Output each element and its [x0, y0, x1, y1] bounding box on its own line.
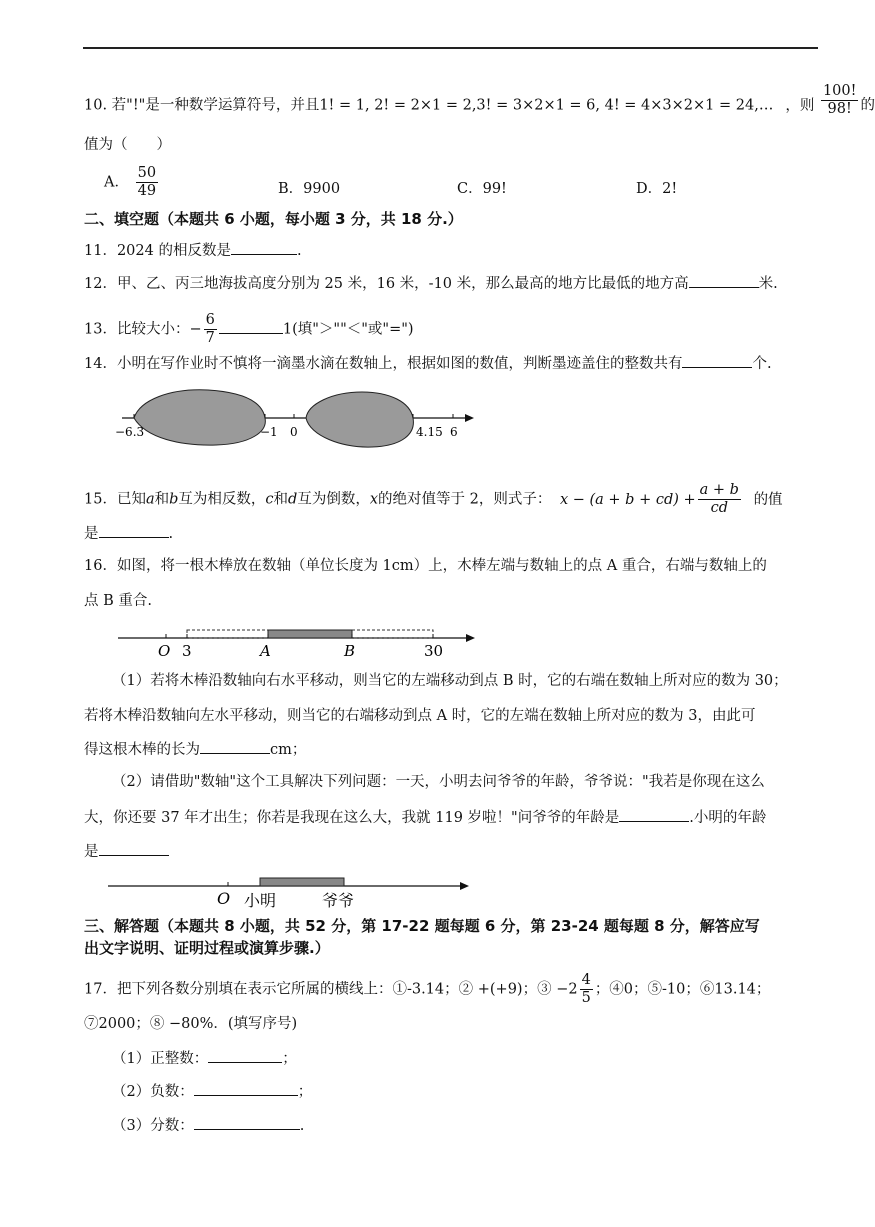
question-text: 的值 — [753, 491, 783, 508]
question-number: 10. — [84, 97, 112, 114]
fraction-6-7 — [204, 312, 217, 347]
question-17-line1 — [84, 972, 770, 1007]
question-text: . — [168, 526, 174, 542]
denominator: 98! — [827, 101, 852, 117]
option-c: C．99! — [457, 181, 507, 197]
point-label: 3 — [182, 642, 192, 660]
tick-label: 0 — [290, 425, 298, 439]
numerator: 100! — [822, 83, 857, 99]
question-text: 17．把下列各数分别填在表示它所属的横线上：①-3.14；② +(+9)；③ −2 — [84, 981, 578, 998]
section-heading-fill-blank: 二、填空题（本题共 6 小题，每小题 3 分，共 18 分.） — [84, 210, 463, 228]
question-text: 12．甲、乙、丙三地海拔高度分别为 25 米，16 米，-10 米，那么最高的地方比最低的地方高 — [84, 276, 689, 292]
question-14 — [84, 353, 772, 374]
section-heading-answer: 三、解答题（本题共 8 小题，共 52 分，第 17-22 题每题 6 分，第 23-24 题每题 8 分，解答应写 — [84, 917, 760, 935]
fraction-ab-cd — [698, 482, 741, 517]
question-16-part1-line3 — [84, 739, 306, 760]
question-text: 是 — [84, 526, 99, 542]
question-15-line2 — [84, 523, 173, 544]
question-text: 14．小明在写作业时不慎将一滴墨水滴在数轴上，根据如图的数值，判断墨迹盖住的整数共有 — [84, 356, 683, 372]
question-13 — [84, 312, 414, 347]
question-text: ，则 — [785, 97, 815, 114]
tick-label: 4.15 — [416, 425, 443, 439]
answer-blank[interactable] — [208, 1048, 282, 1063]
point-label: 爷爷 — [322, 891, 355, 910]
question-16-part2-line2 — [84, 807, 766, 828]
numerator: 6 — [205, 312, 215, 328]
fraction-4-5 — [580, 972, 593, 1007]
fraction-50-49 — [136, 165, 158, 200]
answer-blank[interactable] — [682, 353, 752, 368]
question-text: ； — [282, 1051, 297, 1067]
question-16-line1: 16．如图，将一根木棒放在数轴（单位长度为 1cm）上，木棒左端与数轴上的点 A 重合，右端与数轴上的 — [84, 558, 767, 574]
denominator: 7 — [205, 330, 215, 346]
question-text: （1）正整数： — [112, 1051, 209, 1067]
question-text: 互为倒数， — [297, 491, 370, 508]
point-label: B — [344, 642, 356, 660]
question-16-part1-line2: 若将木棒沿数轴向左水平移动，则当它的右端移动到点 A 时，它的左端在数轴上所对应的数为 3，由此可 — [84, 708, 756, 724]
question-10-line2: 值为（ ） — [84, 137, 171, 153]
question-11 — [84, 240, 302, 261]
point-label: O — [158, 642, 171, 660]
question-text: cm； — [270, 742, 307, 758]
option-d: D．2! — [636, 181, 678, 197]
fraction-100-98 — [821, 83, 859, 118]
question-text: 和 — [154, 491, 170, 508]
question-text: 1(填"＞""＜"或"=") — [282, 321, 414, 338]
option-b: B．9900 — [278, 181, 341, 197]
numerator: a + b — [699, 482, 739, 498]
ink-blot-left — [134, 390, 265, 445]
point-label: A — [260, 642, 271, 660]
question-text: 13．比较大小：− — [84, 321, 202, 338]
question-16-part2-line3 — [84, 841, 169, 862]
point-label: O — [217, 889, 231, 908]
question-text: . — [299, 1118, 305, 1134]
question-text: . — [296, 243, 302, 259]
question-17-part1 — [112, 1048, 297, 1069]
variable-x: x — [369, 491, 379, 508]
question-text: （2）负数： — [112, 1084, 194, 1100]
question-text: 是 — [84, 844, 99, 860]
figure-16-age-line — [104, 870, 474, 910]
figure-14-number-line — [110, 386, 480, 446]
answer-blank[interactable] — [99, 523, 169, 538]
question-12 — [84, 273, 778, 294]
option-label: A． — [104, 174, 129, 191]
question-17-part2 — [112, 1081, 312, 1102]
denominator: 49 — [137, 183, 157, 199]
question-text: .小明的年龄 — [689, 810, 767, 826]
question-text: 米. — [758, 276, 778, 292]
question-text: 大，你还要 37 年才出生；你若是我现在这么大，我就 119 岁啦！"问爷爷的年龄是 — [84, 810, 620, 826]
ink-blot-right — [306, 392, 413, 447]
question-text: 和 — [273, 491, 289, 508]
question-10 — [84, 83, 875, 118]
tick-label: 6 — [450, 425, 458, 439]
answer-blank[interactable] — [231, 240, 297, 255]
section-heading-answer-line2: 出文字说明、证明过程或演算步骤.） — [84, 939, 330, 957]
tick-label: −1 — [260, 425, 278, 439]
question-text: 若"!"是一种数学运算符号，并且1! = 1, 2! = 2×1 = 2,3! = 3×2×1 = 6, 4! = 4×3×2×1 = 24,… — [111, 97, 774, 114]
question-text: 互为相反数， — [178, 491, 266, 508]
question-text: 15．已知 — [84, 491, 146, 508]
numerator: 50 — [137, 165, 157, 181]
question-text: 的绝对值等于 2，则式子： — [378, 491, 552, 508]
variable-c: c — [265, 491, 274, 508]
variable-a: a — [145, 491, 155, 508]
answer-blank[interactable] — [619, 807, 689, 822]
answer-blank[interactable] — [194, 1115, 300, 1130]
answer-blank[interactable] — [219, 319, 283, 334]
numerator: 4 — [581, 972, 591, 988]
point-label: 小明 — [244, 891, 277, 910]
question-text: ；④0；⑤-10；⑥13.14； — [594, 981, 771, 998]
answer-blank[interactable] — [689, 273, 759, 288]
header-rule — [83, 47, 818, 49]
age-segment — [260, 878, 344, 886]
stick — [268, 630, 352, 638]
question-16-line2: 点 B 重合. — [84, 593, 152, 609]
denominator: cd — [710, 500, 728, 516]
question-text: ； — [297, 1084, 313, 1100]
tick-label: −6.3 — [115, 425, 145, 439]
expression: x − (a + b + cd) + — [559, 491, 696, 508]
answer-blank[interactable] — [200, 739, 270, 754]
answer-blank[interactable] — [194, 1081, 298, 1096]
question-17-part3 — [112, 1115, 304, 1136]
variable-b: b — [169, 491, 179, 508]
denominator: 5 — [581, 990, 591, 1006]
question-text: 的 — [860, 97, 875, 114]
question-17-line2: ⑦2000；⑧ −80%．(填写序号) — [84, 1016, 298, 1032]
question-16-part2-line1: （2）请借助"数轴"这个工具解决下列问题：一天，小明去问爷爷的年龄，爷爷说："我若是你现在这么 — [112, 774, 765, 790]
point-label: 30 — [424, 642, 444, 660]
question-text: （3）分数： — [112, 1118, 194, 1134]
question-16-part1-line1: （1）若将木棒沿数轴向右水平移动，则当它的左端移动到点 B 时，它的右端在数轴上所对应的数为 30； — [112, 673, 788, 689]
variable-d: d — [288, 491, 298, 508]
answer-blank[interactable] — [99, 841, 169, 856]
question-text: 得这根木棒的长为 — [84, 742, 200, 758]
question-15 — [84, 482, 783, 517]
question-text: 11．2024 的相反数是 — [84, 243, 231, 259]
figure-16-stick — [110, 620, 480, 662]
option-a — [104, 165, 160, 200]
question-text: 个. — [752, 356, 772, 372]
